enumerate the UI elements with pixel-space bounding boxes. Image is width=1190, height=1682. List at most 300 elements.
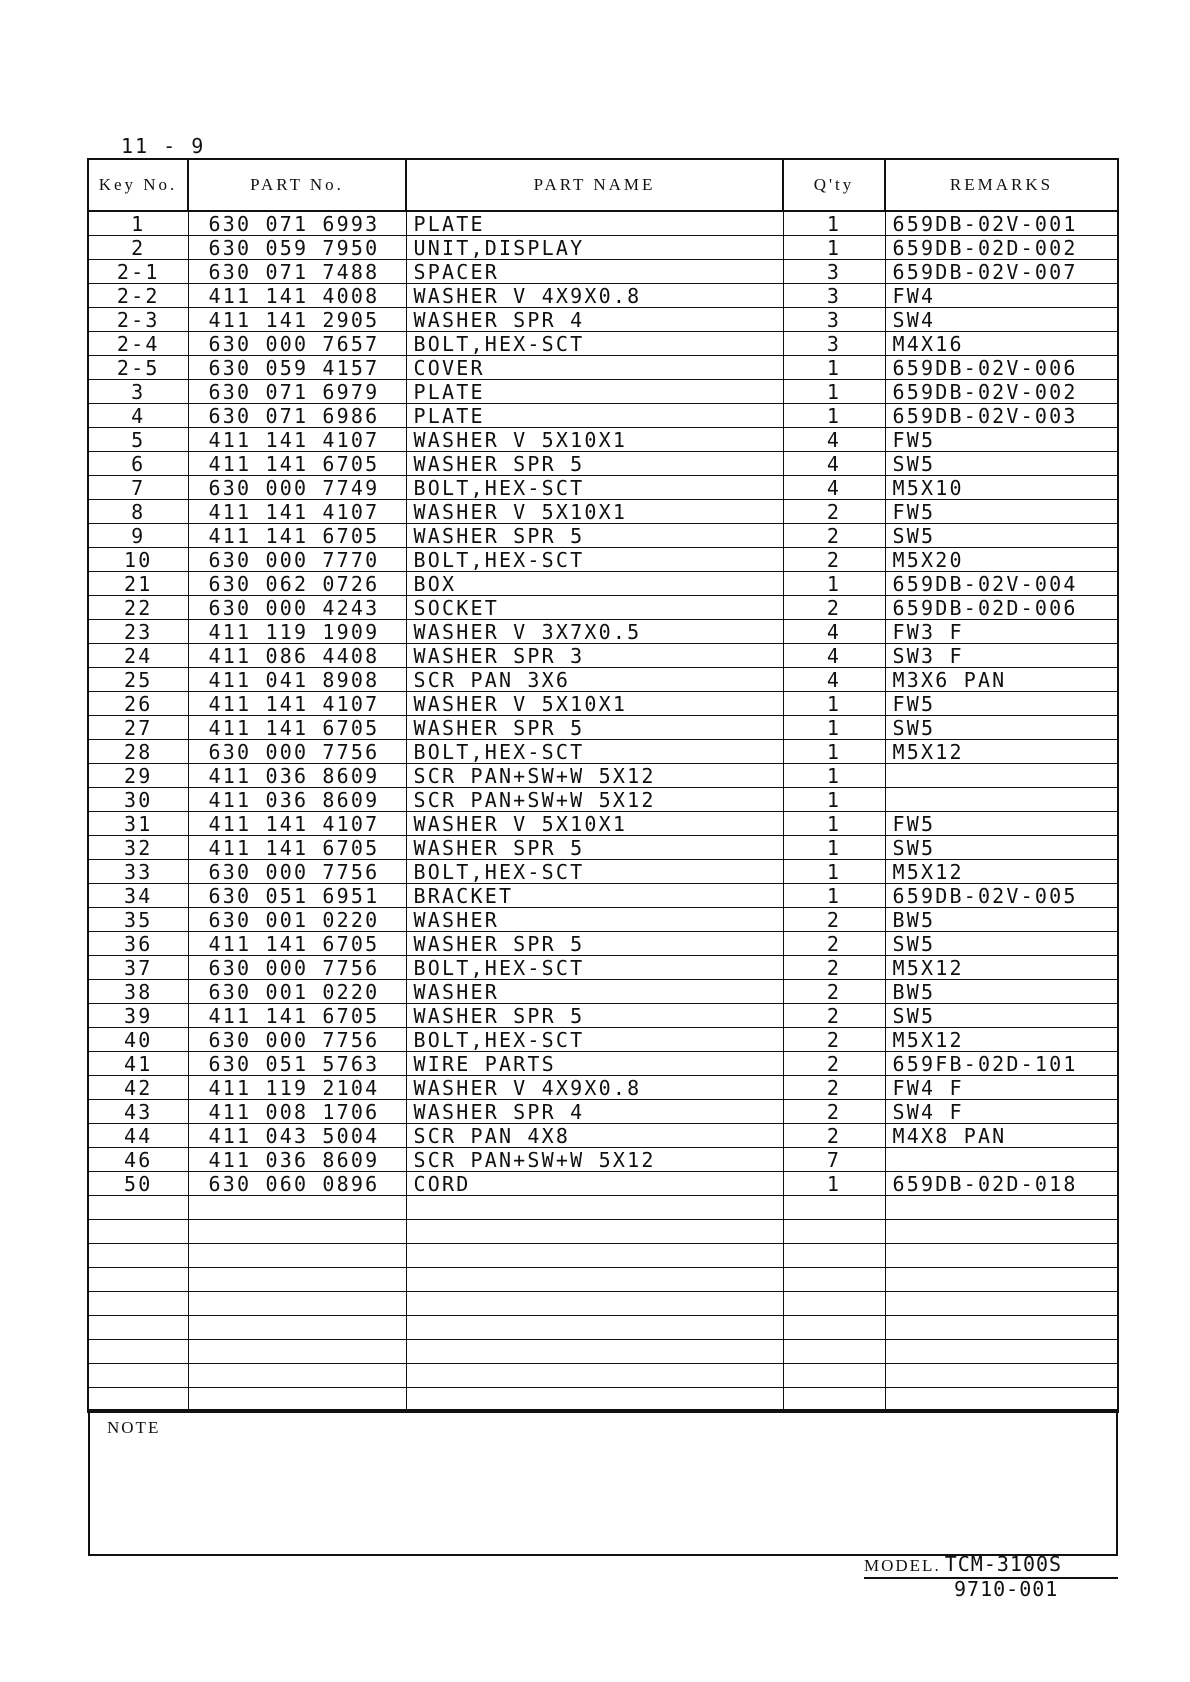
- table-row: [88, 620, 1118, 644]
- table-row: [88, 956, 1118, 980]
- part-no-cell: 411 008 1706: [188, 1100, 406, 1124]
- part-name-cell: WASHER SPR 5: [406, 716, 783, 740]
- qty-cell: 3: [783, 332, 885, 356]
- remarks-cell: 659DB-02V-006: [885, 356, 1118, 380]
- part-no-cell: 411 141 4107: [188, 500, 406, 524]
- part-name-cell: WASHER: [406, 908, 783, 932]
- table-row: [88, 548, 1118, 572]
- table-row: [88, 836, 1118, 860]
- qty-cell: 3: [783, 284, 885, 308]
- qty-cell: 2: [783, 956, 885, 980]
- empty-cell: [885, 1268, 1118, 1292]
- table-row: [88, 308, 1118, 332]
- part-no-cell: 630 059 4157: [188, 356, 406, 380]
- part-no-cell: 411 119 1909: [188, 620, 406, 644]
- model-label: MODEL.: [864, 1556, 941, 1575]
- part-no-cell: 630 051 5763: [188, 1052, 406, 1076]
- key-no-cell: 2: [88, 236, 188, 260]
- key-no-cell: 2-1: [88, 260, 188, 284]
- part-no-cell: 411 036 8609: [188, 764, 406, 788]
- part-name-cell: WASHER V 5X10X1: [406, 500, 783, 524]
- remarks-cell: 659DB-02V-003: [885, 404, 1118, 428]
- table-row: [88, 1004, 1118, 1028]
- empty-cell: [406, 1340, 783, 1364]
- model-line: [864, 1552, 1118, 1579]
- part-name-cell: PLATE: [406, 211, 783, 236]
- key-no-cell: 24: [88, 644, 188, 668]
- remarks-cell: 659DB-02V-007: [885, 260, 1118, 284]
- empty-table-row: [88, 1196, 1118, 1220]
- part-name-cell: BOLT,HEX-SCT: [406, 1028, 783, 1052]
- key-no-cell: 25: [88, 668, 188, 692]
- key-no-cell: 2-5: [88, 356, 188, 380]
- key-no-cell: 34: [88, 884, 188, 908]
- part-no-cell: 630 059 7950: [188, 236, 406, 260]
- part-no-cell: 630 000 7657: [188, 332, 406, 356]
- part-name-cell: SCR PAN 3X6: [406, 668, 783, 692]
- remarks-cell: M5X20: [885, 548, 1118, 572]
- key-no-cell: 38: [88, 980, 188, 1004]
- table-row: [88, 740, 1118, 764]
- part-no-cell: 411 086 4408: [188, 644, 406, 668]
- empty-cell: [783, 1220, 885, 1244]
- part-no-cell: 411 141 6705: [188, 452, 406, 476]
- empty-cell: [88, 1268, 188, 1292]
- empty-cell: [88, 1220, 188, 1244]
- table-row: [88, 812, 1118, 836]
- table-row: [88, 500, 1118, 524]
- qty-cell: 1: [783, 740, 885, 764]
- key-no-cell: 26: [88, 692, 188, 716]
- remarks-cell: BW5: [885, 908, 1118, 932]
- part-name-cell: WASHER SPR 5: [406, 836, 783, 860]
- part-name-cell: WASHER V 4X9X0.8: [406, 284, 783, 308]
- part-no-cell: 411 141 4107: [188, 692, 406, 716]
- part-no-cell: 411 141 6705: [188, 524, 406, 548]
- empty-cell: [188, 1340, 406, 1364]
- table-row: [88, 211, 1118, 236]
- part-name-cell: CORD: [406, 1172, 783, 1196]
- part-name-cell: BOX: [406, 572, 783, 596]
- part-no-cell: 630 071 6993: [188, 211, 406, 236]
- table-row: [88, 332, 1118, 356]
- header-part-no: PART No.: [188, 159, 406, 211]
- remarks-cell: SW5: [885, 932, 1118, 956]
- empty-cell: [406, 1364, 783, 1388]
- table-row: [88, 260, 1118, 284]
- empty-cell: [188, 1268, 406, 1292]
- remarks-cell: M5X12: [885, 740, 1118, 764]
- empty-cell: [406, 1292, 783, 1316]
- part-no-cell: 411 119 2104: [188, 1076, 406, 1100]
- table-row: [88, 476, 1118, 500]
- qty-cell: 2: [783, 1004, 885, 1028]
- qty-cell: 2: [783, 1052, 885, 1076]
- part-name-cell: WASHER SPR 5: [406, 932, 783, 956]
- empty-cell: [783, 1244, 885, 1268]
- part-name-cell: WASHER V 5X10X1: [406, 692, 783, 716]
- part-name-cell: BOLT,HEX-SCT: [406, 476, 783, 500]
- empty-cell: [783, 1340, 885, 1364]
- remarks-cell: FW5: [885, 692, 1118, 716]
- table-row: [88, 932, 1118, 956]
- qty-cell: 4: [783, 644, 885, 668]
- remarks-cell: FW4: [885, 284, 1118, 308]
- table-row: [88, 452, 1118, 476]
- key-no-cell: 40: [88, 1028, 188, 1052]
- qty-cell: 4: [783, 428, 885, 452]
- table-row: [88, 692, 1118, 716]
- remarks-cell: 659DB-02V-004: [885, 572, 1118, 596]
- model-value: TCM-3100S: [944, 1552, 1063, 1576]
- empty-cell: [88, 1364, 188, 1388]
- empty-cell: [783, 1316, 885, 1340]
- key-no-cell: 46: [88, 1148, 188, 1172]
- part-no-cell: 630 000 7756: [188, 956, 406, 980]
- part-name-cell: WASHER V 4X9X0.8: [406, 1076, 783, 1100]
- part-no-cell: 411 141 6705: [188, 1004, 406, 1028]
- part-name-cell: WASHER V 3X7X0.5: [406, 620, 783, 644]
- table-row: [88, 1076, 1118, 1100]
- qty-cell: 1: [783, 692, 885, 716]
- part-name-cell: SOCKET: [406, 596, 783, 620]
- table-row: [88, 284, 1118, 308]
- key-no-cell: 33: [88, 860, 188, 884]
- part-no-cell: 630 000 7756: [188, 1028, 406, 1052]
- remarks-cell: [885, 764, 1118, 788]
- table-row: [88, 404, 1118, 428]
- empty-table-row: [88, 1220, 1118, 1244]
- part-no-cell: 411 141 6705: [188, 932, 406, 956]
- empty-cell: [188, 1292, 406, 1316]
- empty-cell: [783, 1292, 885, 1316]
- table-row: [88, 236, 1118, 260]
- key-no-cell: 2-4: [88, 332, 188, 356]
- remarks-cell: M5X10: [885, 476, 1118, 500]
- key-no-cell: 1: [88, 211, 188, 236]
- part-name-cell: COVER: [406, 356, 783, 380]
- part-name-cell: BOLT,HEX-SCT: [406, 332, 783, 356]
- empty-table-row: [88, 1244, 1118, 1268]
- key-no-cell: 23: [88, 620, 188, 644]
- remarks-cell: SW5: [885, 1004, 1118, 1028]
- empty-table-row: [88, 1268, 1118, 1292]
- qty-cell: 3: [783, 308, 885, 332]
- empty-cell: [188, 1244, 406, 1268]
- part-name-cell: WIRE PARTS: [406, 1052, 783, 1076]
- remarks-cell: FW3 F: [885, 620, 1118, 644]
- key-no-cell: 42: [88, 1076, 188, 1100]
- qty-cell: 1: [783, 1172, 885, 1196]
- part-name-cell: WASHER SPR 4: [406, 308, 783, 332]
- remarks-cell: 659DB-02D-006: [885, 596, 1118, 620]
- table-row: [88, 1100, 1118, 1124]
- part-name-cell: BRACKET: [406, 884, 783, 908]
- empty-cell: [885, 1364, 1118, 1388]
- remarks-cell: [885, 788, 1118, 812]
- empty-cell: [406, 1196, 783, 1220]
- qty-cell: 2: [783, 500, 885, 524]
- table-row: [88, 1148, 1118, 1172]
- part-name-cell: SCR PAN+SW+W 5X12: [406, 1148, 783, 1172]
- key-no-cell: 43: [88, 1100, 188, 1124]
- part-name-cell: WASHER V 5X10X1: [406, 812, 783, 836]
- key-no-cell: 29: [88, 764, 188, 788]
- key-no-cell: 2-2: [88, 284, 188, 308]
- empty-table-row: [88, 1340, 1118, 1364]
- table-body: [88, 211, 1118, 1412]
- empty-cell: [88, 1292, 188, 1316]
- part-no-cell: 630 000 4243: [188, 596, 406, 620]
- key-no-cell: 21: [88, 572, 188, 596]
- part-name-cell: WASHER SPR 4: [406, 1100, 783, 1124]
- part-no-cell: 630 060 0896: [188, 1172, 406, 1196]
- qty-cell: 1: [783, 716, 885, 740]
- qty-cell: 3: [783, 260, 885, 284]
- remarks-cell: SW5: [885, 452, 1118, 476]
- table-row: [88, 788, 1118, 812]
- remarks-cell: SW4: [885, 308, 1118, 332]
- part-name-cell: BOLT,HEX-SCT: [406, 548, 783, 572]
- table-row: [88, 356, 1118, 380]
- part-no-cell: 411 141 4107: [188, 812, 406, 836]
- remarks-cell: SW4 F: [885, 1100, 1118, 1124]
- empty-cell: [885, 1244, 1118, 1268]
- empty-cell: [406, 1316, 783, 1340]
- qty-cell: 2: [783, 908, 885, 932]
- qty-cell: 1: [783, 380, 885, 404]
- remarks-cell: M5X12: [885, 1028, 1118, 1052]
- empty-table-row: [88, 1316, 1118, 1340]
- part-name-cell: WASHER SPR 5: [406, 524, 783, 548]
- key-no-cell: 50: [88, 1172, 188, 1196]
- part-name-cell: WASHER: [406, 980, 783, 1004]
- table-row: [88, 596, 1118, 620]
- remarks-cell: M4X16: [885, 332, 1118, 356]
- part-name-cell: BOLT,HEX-SCT: [406, 860, 783, 884]
- part-name-cell: SPACER: [406, 260, 783, 284]
- part-no-cell: 411 041 8908: [188, 668, 406, 692]
- empty-cell: [885, 1220, 1118, 1244]
- empty-cell: [88, 1316, 188, 1340]
- key-no-cell: 3: [88, 380, 188, 404]
- empty-table-row: [88, 1292, 1118, 1316]
- table-row: [88, 1028, 1118, 1052]
- table-row: [88, 908, 1118, 932]
- remarks-cell: SW5: [885, 716, 1118, 740]
- part-no-cell: 630 071 6979: [188, 380, 406, 404]
- qty-cell: 2: [783, 1124, 885, 1148]
- empty-cell: [783, 1268, 885, 1292]
- remarks-cell: SW3 F: [885, 644, 1118, 668]
- empty-cell: [885, 1292, 1118, 1316]
- part-no-cell: 411 141 6705: [188, 716, 406, 740]
- qty-cell: 1: [783, 788, 885, 812]
- qty-cell: 1: [783, 236, 885, 260]
- key-no-cell: 5: [88, 428, 188, 452]
- key-no-cell: 28: [88, 740, 188, 764]
- empty-cell: [188, 1316, 406, 1340]
- empty-cell: [885, 1340, 1118, 1364]
- qty-cell: 2: [783, 1076, 885, 1100]
- part-name-cell: WASHER SPR 5: [406, 452, 783, 476]
- empty-cell: [88, 1244, 188, 1268]
- part-name-cell: WASHER V 5X10X1: [406, 428, 783, 452]
- qty-cell: 2: [783, 524, 885, 548]
- part-name-cell: BOLT,HEX-SCT: [406, 956, 783, 980]
- table-header-row: [88, 159, 1118, 211]
- key-no-cell: 4: [88, 404, 188, 428]
- part-name-cell: WASHER SPR 5: [406, 1004, 783, 1028]
- part-name-cell: PLATE: [406, 404, 783, 428]
- qty-cell: 2: [783, 932, 885, 956]
- part-no-cell: 630 062 0726: [188, 572, 406, 596]
- key-no-cell: 37: [88, 956, 188, 980]
- empty-cell: [885, 1316, 1118, 1340]
- part-name-cell: SCR PAN 4X8: [406, 1124, 783, 1148]
- empty-cell: [406, 1244, 783, 1268]
- part-no-cell: 630 071 6986: [188, 404, 406, 428]
- empty-cell: [406, 1268, 783, 1292]
- key-no-cell: 7: [88, 476, 188, 500]
- key-no-cell: 22: [88, 596, 188, 620]
- key-no-cell: 9: [88, 524, 188, 548]
- table-row: [88, 980, 1118, 1004]
- remarks-cell: 659FB-02D-101: [885, 1052, 1118, 1076]
- remarks-cell: FW5: [885, 500, 1118, 524]
- key-no-cell: 27: [88, 716, 188, 740]
- remarks-cell: M4X8 PAN: [885, 1124, 1118, 1148]
- remarks-cell: M5X12: [885, 956, 1118, 980]
- header-remarks: REMARKS: [885, 159, 1118, 211]
- table-row: [88, 1124, 1118, 1148]
- remarks-cell: FW5: [885, 428, 1118, 452]
- empty-cell: [88, 1196, 188, 1220]
- qty-cell: 1: [783, 812, 885, 836]
- remarks-cell: 659DB-02V-005: [885, 884, 1118, 908]
- empty-cell: [885, 1196, 1118, 1220]
- part-no-cell: 630 000 7749: [188, 476, 406, 500]
- table-row: [88, 1172, 1118, 1196]
- qty-cell: 1: [783, 860, 885, 884]
- key-no-cell: 31: [88, 812, 188, 836]
- remarks-cell: 659DB-02D-018: [885, 1172, 1118, 1196]
- table-row: [88, 884, 1118, 908]
- header-key-no: Key No.: [88, 159, 188, 211]
- qty-cell: 4: [783, 452, 885, 476]
- part-no-cell: 630 071 7488: [188, 260, 406, 284]
- key-no-cell: 10: [88, 548, 188, 572]
- part-no-cell: 630 000 7770: [188, 548, 406, 572]
- empty-cell: [406, 1220, 783, 1244]
- part-no-cell: 411 141 4107: [188, 428, 406, 452]
- empty-cell: [188, 1364, 406, 1388]
- part-name-cell: WASHER SPR 3: [406, 644, 783, 668]
- part-name-cell: SCR PAN+SW+W 5X12: [406, 764, 783, 788]
- remarks-cell: 659DB-02D-002: [885, 236, 1118, 260]
- header-part-name: PART NAME: [406, 159, 783, 211]
- table-row: [88, 524, 1118, 548]
- remarks-cell: M5X12: [885, 860, 1118, 884]
- remarks-cell: BW5: [885, 980, 1118, 1004]
- part-no-cell: 411 043 5004: [188, 1124, 406, 1148]
- part-no-cell: 630 000 7756: [188, 860, 406, 884]
- empty-table-row: [88, 1364, 1118, 1388]
- part-no-cell: 411 141 4008: [188, 284, 406, 308]
- remarks-cell: 659DB-02V-002: [885, 380, 1118, 404]
- document-number: 9710-001: [954, 1577, 1059, 1601]
- qty-cell: 2: [783, 548, 885, 572]
- qty-cell: 4: [783, 476, 885, 500]
- key-no-cell: 2-3: [88, 308, 188, 332]
- qty-cell: 1: [783, 764, 885, 788]
- qty-cell: 1: [783, 211, 885, 236]
- part-no-cell: 630 051 6951: [188, 884, 406, 908]
- key-no-cell: 35: [88, 908, 188, 932]
- qty-cell: 2: [783, 1100, 885, 1124]
- table-row: [88, 428, 1118, 452]
- part-name-cell: BOLT,HEX-SCT: [406, 740, 783, 764]
- table-row: [88, 716, 1118, 740]
- qty-cell: 2: [783, 596, 885, 620]
- part-name-cell: UNIT,DISPLAY: [406, 236, 783, 260]
- key-no-cell: 44: [88, 1124, 188, 1148]
- table-row: [88, 668, 1118, 692]
- header-qty: Q'ty: [783, 159, 885, 211]
- part-no-cell: 630 001 0220: [188, 908, 406, 932]
- empty-cell: [88, 1340, 188, 1364]
- remarks-cell: SW5: [885, 524, 1118, 548]
- part-no-cell: 411 036 8609: [188, 788, 406, 812]
- qty-cell: 4: [783, 620, 885, 644]
- table-row: [88, 764, 1118, 788]
- part-no-cell: 411 141 2905: [188, 308, 406, 332]
- key-no-cell: 36: [88, 932, 188, 956]
- table-row: [88, 1052, 1118, 1076]
- part-no-cell: 411 036 8609: [188, 1148, 406, 1172]
- part-no-cell: 411 141 6705: [188, 836, 406, 860]
- note-label: NOTE: [107, 1418, 161, 1437]
- qty-cell: 1: [783, 404, 885, 428]
- key-no-cell: 41: [88, 1052, 188, 1076]
- remarks-cell: SW5: [885, 836, 1118, 860]
- remarks-cell: 659DB-02V-001: [885, 211, 1118, 236]
- qty-cell: 1: [783, 356, 885, 380]
- qty-cell: 1: [783, 884, 885, 908]
- table-row: [88, 380, 1118, 404]
- empty-cell: [783, 1196, 885, 1220]
- part-no-cell: 630 001 0220: [188, 980, 406, 1004]
- empty-cell: [188, 1196, 406, 1220]
- note-box: [88, 1409, 1118, 1556]
- key-no-cell: 6: [88, 452, 188, 476]
- table-row: [88, 572, 1118, 596]
- qty-cell: 4: [783, 668, 885, 692]
- empty-cell: [783, 1364, 885, 1388]
- key-no-cell: 39: [88, 1004, 188, 1028]
- part-name-cell: PLATE: [406, 380, 783, 404]
- parts-list-table: [87, 158, 1119, 1413]
- remarks-cell: FW5: [885, 812, 1118, 836]
- empty-cell: [188, 1220, 406, 1244]
- key-no-cell: 32: [88, 836, 188, 860]
- qty-cell: 1: [783, 572, 885, 596]
- key-no-cell: 8: [88, 500, 188, 524]
- page-number: 11 - 9: [121, 134, 206, 158]
- part-name-cell: SCR PAN+SW+W 5X12: [406, 788, 783, 812]
- qty-cell: 2: [783, 1028, 885, 1052]
- table-row: [88, 860, 1118, 884]
